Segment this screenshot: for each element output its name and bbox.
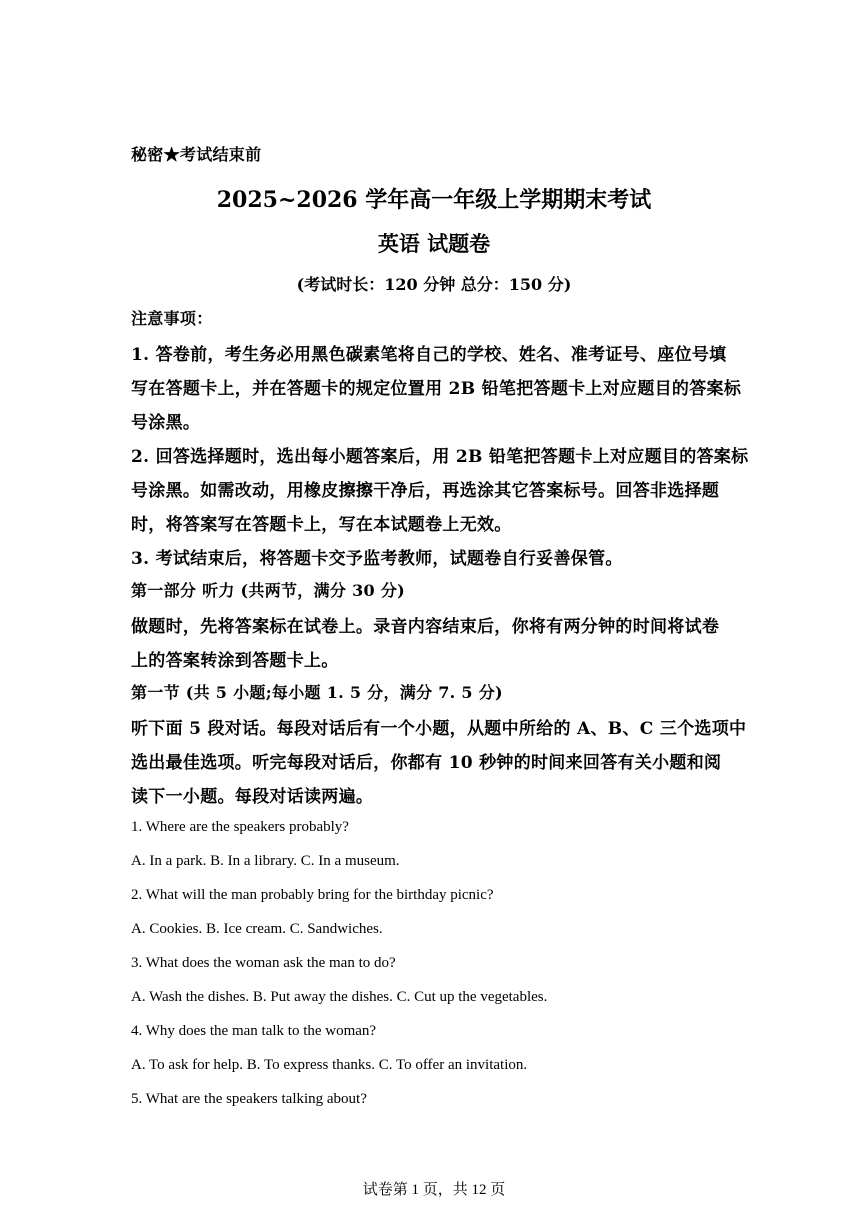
- question-text: 1. Where are the speakers probably?: [131, 819, 349, 835]
- question-text: 5. What are the speakers talking about?: [131, 1091, 367, 1107]
- question-options: A. In a park. B. In a library. C. In a museum.: [131, 853, 400, 869]
- notes-line: 写在答题卡上，并在答题卡的规定位置用 2B 铅笔把答题卡上对应题目的答案标: [131, 379, 742, 399]
- secret-mark: 秘密★考试结束前: [131, 145, 262, 164]
- notes-line: 1. 答卷前，考生务必用黑色碳素笔将自己的学校、姓名、准考证号、座位号填: [131, 345, 727, 365]
- question-options: A. To ask for help. B. To express thanks. C. To offer an invitation.: [131, 1057, 528, 1073]
- section1-instruction: 听下面 5 段对话。每段对话后有一个小题，从题中所给的 A、B、C 三个选项中: [131, 719, 747, 739]
- question-text: 2. What will the man probably bring for the birthday picnic?: [131, 887, 494, 903]
- question-options: A. Wash the dishes. B. Put away the dishes. C. Cut up the vegetables.: [131, 989, 548, 1005]
- part1-instruction: 做题时，先将答案标在试卷上。录音内容结束后，你将有两分钟的时间将试卷: [131, 617, 720, 637]
- exam-title: 2025~2026 学年高一年级上学期期末考试: [216, 187, 652, 213]
- section1-instruction: 读下一小题。每段对话读两遍。: [131, 787, 374, 807]
- notes-line: 3. 考试结束后，将答题卡交予监考教师，试题卷自行妥善保管。: [131, 549, 623, 569]
- section1-heading: 第一节 (共 5 小题;每小题 1. 5 分，满分 7. 5 分): [131, 683, 503, 702]
- exam-duration: (考试时长：120 分钟 总分：150 分): [296, 275, 572, 294]
- notes-line: 号涂黑。: [131, 413, 201, 433]
- question-text: 3. What does the woman ask the man to do?: [131, 955, 396, 971]
- page-footer: 试卷第 1 页，共 12 页: [362, 1182, 506, 1198]
- part1-instruction: 上的答案转涂到答题卡上。: [131, 651, 339, 671]
- part1-heading: 第一部分 听力 (共两节，满分 30 分): [131, 581, 405, 600]
- question-options: A. Cookies. B. Ice cream. C. Sandwiches.: [131, 921, 383, 937]
- notes-heading: 注意事项：: [131, 309, 213, 328]
- subject-title: 英语 试题卷: [377, 231, 491, 256]
- notes-line: 2. 回答选择题时，选出每小题答案后，用 2B 铅笔把答题卡上对应题目的答案标: [131, 447, 749, 467]
- notes-line: 时，将答案写在答题卡上，写在本试题卷上无效。: [131, 515, 512, 535]
- section1-instruction: 选出最佳选项。听完每段对话后，你都有 10 秒钟的时间来回答有关小题和阅: [131, 753, 722, 773]
- question-text: 4. Why does the man talk to the woman?: [131, 1023, 377, 1039]
- notes-line: 号涂黑。如需改动，用橡皮擦擦干净后，再选涂其它答案标号。回答非选择题: [131, 481, 720, 501]
